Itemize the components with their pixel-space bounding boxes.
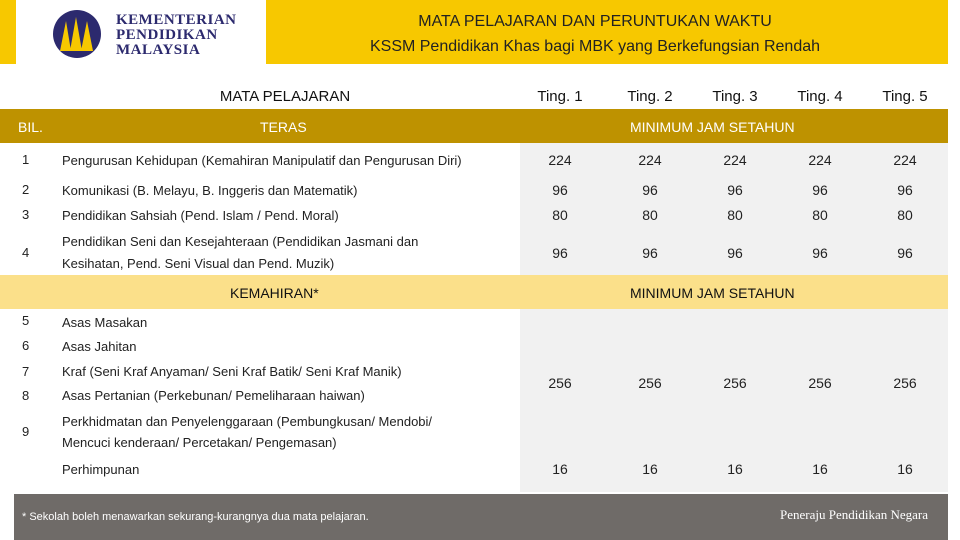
value-cell: 96 (727, 182, 743, 198)
level-header-1: Ting. 1 (537, 88, 583, 105)
subject-label-line-2: Kesihatan, Pend. Seni Visual dan Pend. Muzik) (62, 256, 335, 271)
value-cell: 96 (897, 245, 913, 261)
value-cell: 256 (893, 375, 917, 391)
value-cell: 96 (642, 182, 658, 198)
value-cell: 224 (893, 152, 917, 168)
level-header-5: Ting. 5 (882, 88, 928, 105)
level-header-3: Ting. 3 (712, 88, 758, 105)
row-number: 1 (22, 152, 30, 167)
subject-label: Perhimpunan (62, 462, 140, 477)
value-cell: 16 (727, 461, 743, 477)
value-cell: 16 (552, 461, 568, 477)
level-header-2: Ting. 2 (627, 88, 673, 105)
row-number: 4 (22, 245, 30, 260)
value-cell: 224 (638, 152, 662, 168)
value-cell: 256 (548, 375, 572, 391)
value-cell: 96 (642, 245, 658, 261)
row-number: 8 (22, 388, 30, 403)
level-header-4: Ting. 4 (797, 88, 843, 105)
value-cell: 96 (812, 182, 828, 198)
value-cell: 80 (812, 207, 828, 223)
ministry-emblem-icon (52, 9, 102, 59)
kemahiran-header: KEMAHIRAN* (230, 285, 319, 301)
subject-label: Komunikasi (B. Melayu, B. Inggeris dan Matematik) (62, 183, 358, 198)
kemahiran-band (0, 275, 948, 309)
value-cell: 96 (552, 182, 568, 198)
subject-label: Pendidikan Sahsiah (Pend. Islam / Pend. Moral) (62, 208, 339, 223)
value-cell: 96 (812, 245, 828, 261)
teras-minimum-header: MINIMUM JAM SETAHUN (630, 119, 795, 135)
subject-label-line-1: Perkhidmatan dan Penyelenggaraan (Pembungkusan/ Mendobi/ (62, 414, 433, 429)
value-cell: 80 (642, 207, 658, 223)
page-title: MATA PELAJARAN DAN PERUNTUKAN WAKTU (418, 13, 772, 30)
row-number: 2 (22, 182, 30, 197)
subject-label-line-1: Pendidikan Seni dan Kesejahteraan (Pendidikan Jasmani dan (62, 234, 419, 249)
logo-text-line-2: PENDIDIKAN (116, 27, 218, 43)
subject-label: Kraf (Seni Kraf Anyaman/ Seni Kraf Batik/ Seni Kraf Manik) (62, 364, 402, 379)
row-number: 6 (22, 338, 30, 353)
kemahiran-minimum-header: MINIMUM JAM SETAHUN (630, 285, 795, 301)
value-cell: 224 (808, 152, 832, 168)
footer-brand: Peneraju Pendidikan Negara (780, 507, 929, 522)
value-cell: 96 (897, 182, 913, 198)
subject-label: Asas Jahitan (62, 339, 137, 354)
logo-text-line-3: MALAYSIA (116, 42, 201, 58)
value-cell: 16 (897, 461, 913, 477)
teras-header: TERAS (260, 119, 307, 135)
subject-label: Asas Masakan (62, 315, 148, 330)
subject-label-line-2: Mencuci kenderaan/ Percetakan/ Pengemasan) (62, 435, 337, 450)
value-cell: 96 (552, 245, 568, 261)
subject-label: Asas Pertanian (Perkebunan/ Pemeliharaan haiwan) (62, 388, 365, 403)
value-cell: 80 (897, 207, 913, 223)
value-cell: 256 (808, 375, 832, 391)
row-number: 5 (22, 313, 30, 328)
value-cell: 80 (552, 207, 568, 223)
page-subtitle: KSSM Pendidikan Khas bagi MBK yang Berkefungsian Rendah (369, 38, 821, 55)
value-cell: 224 (723, 152, 747, 168)
subject-label: Pengurusan Kehidupan (Kemahiran Manipulatif dan Pengurusan Diri) (62, 153, 462, 168)
value-cell: 224 (548, 152, 572, 168)
row-number: 9 (22, 424, 30, 439)
value-cell: 256 (723, 375, 747, 391)
footer-note: * Sekolah boleh menawarkan sekurang-kurangnya dua mata pelajaran. (22, 511, 369, 523)
value-cell: 16 (642, 461, 658, 477)
row-number: 7 (22, 364, 30, 379)
bil-header: BIL. (18, 119, 43, 135)
logo-text-line-1: KEMENTERIAN (116, 12, 237, 28)
value-cell: 256 (638, 375, 662, 391)
value-cell: 80 (727, 207, 743, 223)
row-number: 3 (22, 207, 30, 222)
value-cell: 16 (812, 461, 828, 477)
subject-column-header: MATA PELAJARAN (219, 88, 351, 105)
teras-bar (0, 109, 948, 143)
value-cell: 96 (727, 245, 743, 261)
